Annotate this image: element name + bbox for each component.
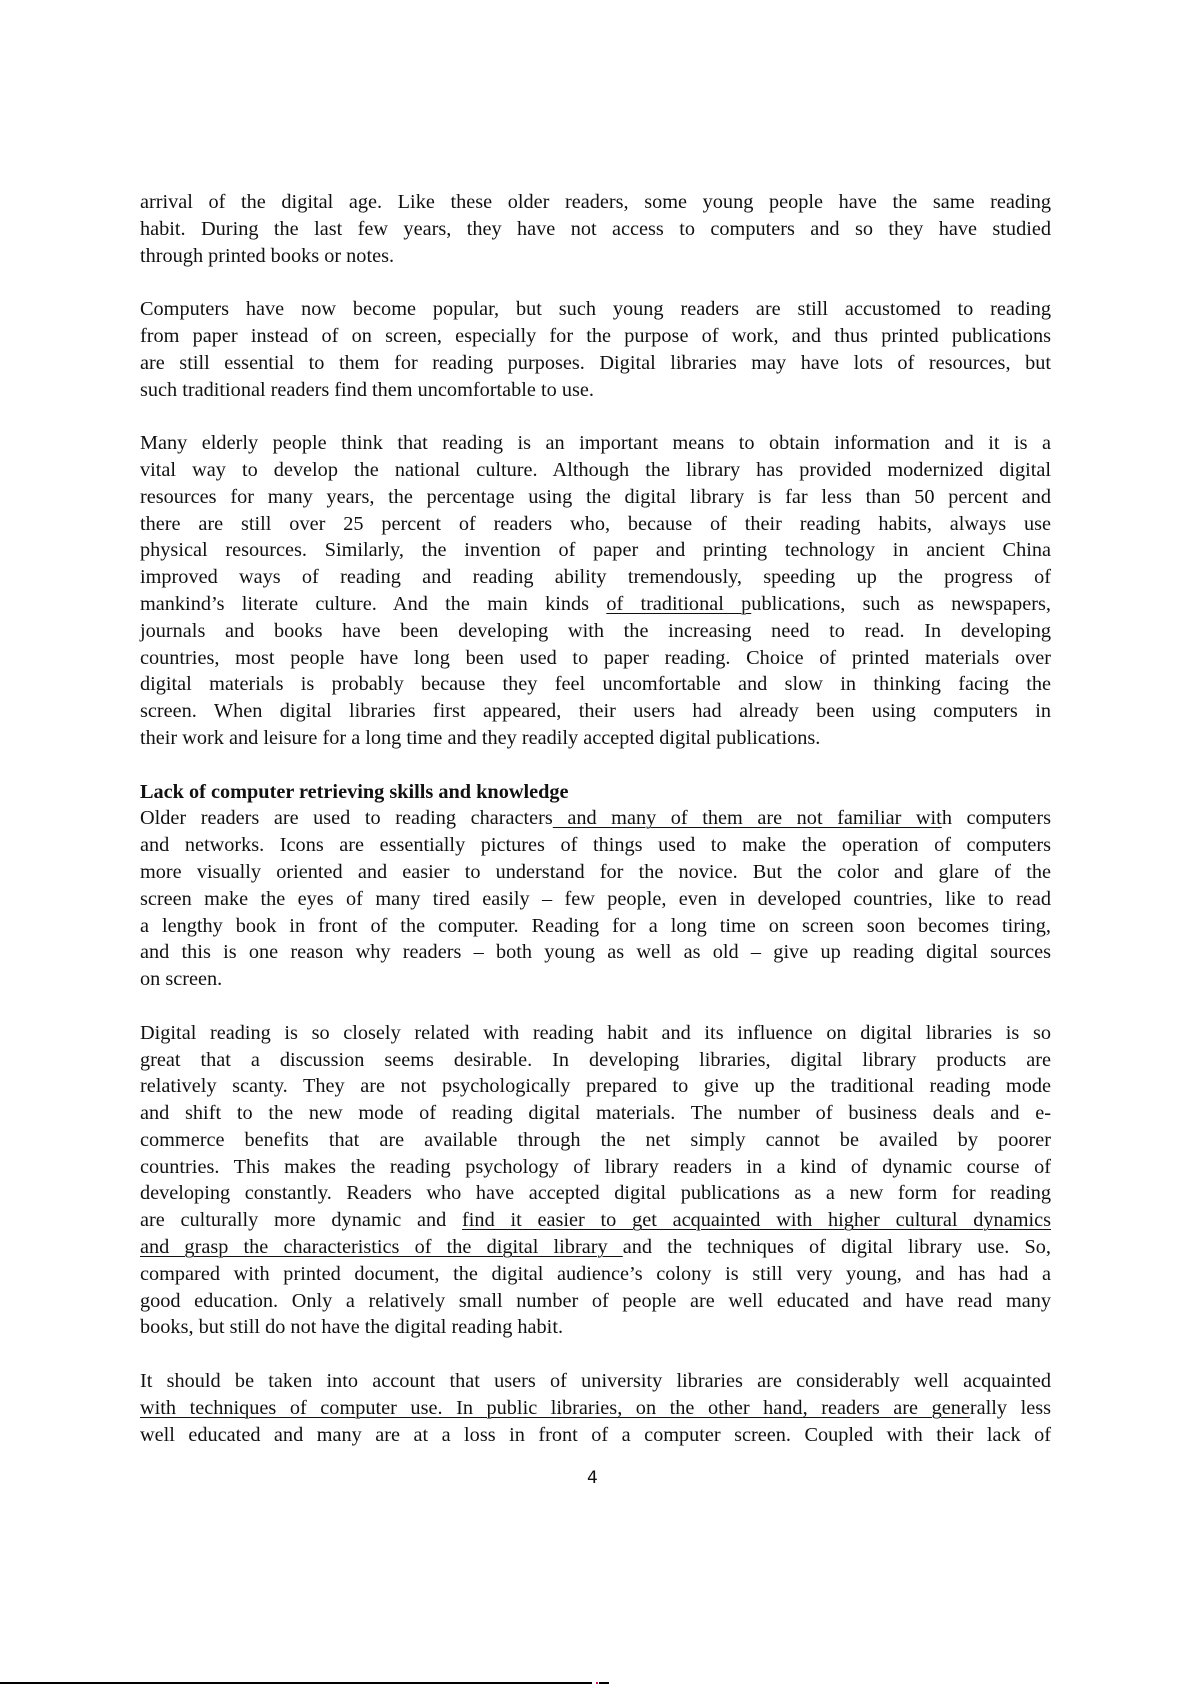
text-run: on screen. xyxy=(140,968,223,991)
underlined-text: find it easier to get acquainted with higher cultural dynamics xyxy=(462,1209,1051,1232)
text-line xyxy=(140,591,1051,618)
footer-rule-end xyxy=(599,1682,609,1684)
text-run: their work and leisure for a long time and they readily accepted digital publications. xyxy=(140,726,821,749)
text-line xyxy=(140,243,1051,270)
text-run: Digital reading is so closely related with reading habit and its influence on digital libraries is so xyxy=(140,1021,1051,1044)
paragraph-gap xyxy=(140,403,1051,430)
text-line xyxy=(140,1100,1051,1127)
paragraph-gap xyxy=(140,1341,1051,1368)
text-line xyxy=(140,537,1051,564)
text-run: from paper instead of on screen, especially for the purpose of work, and thus printed publications xyxy=(140,324,1051,347)
underlined-text: of traditional p xyxy=(606,592,752,615)
underlined-text: and grasp the characteristics of the digital library xyxy=(140,1236,623,1259)
text-run: commerce benefits that are available through the net simply cannot be availed by poorer xyxy=(140,1128,1051,1151)
text-run: such traditional readers find them uncomfortable to use. xyxy=(140,378,594,401)
text-run: compared with printed document, the digital audience’s colony is still very young, and has had a xyxy=(140,1262,1051,1285)
text-run: there are still over 25 percent of readers who, because of their reading habits, always use xyxy=(140,512,1051,535)
text-run: developing constantly. Readers who have accepted digital publications as a new form for reading xyxy=(140,1182,1051,1205)
paragraph-gap xyxy=(140,993,1051,1020)
text-line xyxy=(140,698,1051,725)
paragraph xyxy=(140,1368,1051,1448)
text-line xyxy=(140,1288,1051,1315)
text-line xyxy=(140,511,1051,538)
text-line xyxy=(140,1073,1051,1100)
text-run: screen make the eyes of many tired easily – few people, even in developed countries, like to read xyxy=(140,887,1051,910)
text-run: good education. Only a relatively small number of people are well educated and have read many xyxy=(140,1289,1051,1312)
text-run: and the techniques of digital library use. So, xyxy=(622,1236,1052,1259)
text-line xyxy=(140,323,1051,350)
text-run: improved ways of reading and reading ability tremendously, speeding up the progress of xyxy=(140,566,1051,589)
text-line xyxy=(140,296,1051,323)
text-line xyxy=(140,886,1051,913)
paragraph-gap xyxy=(140,269,1051,296)
text-run: arrival of the digital age. Like these older readers, some young people have the same reading xyxy=(140,191,1051,213)
text-line xyxy=(140,966,1051,993)
text-run: relatively scanty. They are not psychologically prepared to give up the traditional reading mode xyxy=(140,1075,1051,1098)
text-line xyxy=(140,725,1051,752)
text-run: and this is one reason why readers – both young as well as old – give up reading digital sources xyxy=(140,941,1051,964)
paragraph xyxy=(140,296,1051,403)
text-line xyxy=(140,216,1051,243)
text-run: vital way to develop the national culture. Although the library has provided modernized digital xyxy=(140,458,1051,481)
text-run: more visually oriented and easier to understand for the novice. But the color and glare of the xyxy=(140,860,1051,883)
paragraph xyxy=(140,189,1051,269)
text-line xyxy=(140,1127,1051,1154)
paragraph-gap xyxy=(140,752,1051,779)
text-run: digital materials is probably because they feel uncomfortable and slow in thinking facing the xyxy=(140,673,1051,696)
text-line xyxy=(140,859,1051,886)
text-line xyxy=(140,1180,1051,1207)
text-run: ublications, such as newspapers, xyxy=(751,592,1051,615)
text-line xyxy=(140,564,1051,591)
text-run: It should be taken into account that users of university libraries are considerably well acquainted xyxy=(140,1370,1051,1393)
text-run: well educated and many are at a loss in front of a computer screen. Coupled with their lack of xyxy=(140,1423,1051,1446)
text-run: are culturally more dynamic and xyxy=(140,1209,463,1232)
text-line xyxy=(140,1395,1051,1422)
text-line xyxy=(140,1207,1051,1234)
underlined-text: with techniques of computer use. In public libraries, on the other hand, readers are gene xyxy=(140,1396,970,1419)
text-line xyxy=(140,189,1051,216)
text-run: books, but still do not have the digital reading habit. xyxy=(140,1316,564,1339)
text-run: countries. This makes the reading psychology of library readers in a kind of dynamic course of xyxy=(140,1155,1051,1178)
text-run: and shift to the new mode of reading digital materials. The number of business deals and e- xyxy=(140,1102,1051,1125)
text-line xyxy=(140,832,1051,859)
text-line xyxy=(140,1234,1051,1261)
text-line xyxy=(140,1020,1051,1047)
text-run: rally less xyxy=(969,1396,1051,1419)
text-line xyxy=(140,1368,1051,1395)
text-line xyxy=(140,645,1051,672)
text-run: Computers have now become popular, but such young readers are still accustomed to reading xyxy=(140,298,1051,321)
underlined-text: and many of them are not familiar wit xyxy=(552,807,942,830)
text-line xyxy=(140,913,1051,940)
text-line xyxy=(140,1047,1051,1074)
text-line xyxy=(140,484,1051,511)
text-run: h computers xyxy=(941,807,1051,830)
text-line xyxy=(140,377,1051,404)
text-run: countries, most people have long been used to paper reading. Choice of printed materials over xyxy=(140,646,1051,669)
paragraph xyxy=(140,430,1051,752)
text-line xyxy=(140,805,1051,832)
document-body xyxy=(140,189,1051,1448)
text-run: great that a discussion seems desirable. In developing libraries, digital library products are xyxy=(140,1048,1051,1071)
section-heading: Lack of computer retrieving skills and knowledge xyxy=(140,780,569,803)
footer-mark xyxy=(596,1682,598,1684)
text-line xyxy=(140,1422,1051,1449)
text-line xyxy=(140,618,1051,645)
text-line xyxy=(140,1314,1051,1341)
text-run: and networks. Icons are essentially pictures of things used to make the operation of computers xyxy=(140,834,1051,857)
section-paragraph xyxy=(140,779,1051,993)
text-line xyxy=(140,939,1051,966)
paragraph xyxy=(140,1020,1051,1342)
page-number: 4 xyxy=(587,1468,598,1488)
text-run: mankind’s literate culture. And the main kinds xyxy=(140,592,607,615)
text-run: journals and books have been developing with the increasing need to read. In developing xyxy=(140,619,1051,642)
text-line xyxy=(140,1154,1051,1181)
text-run: screen. When digital libraries first appeared, their users had already been using computers in xyxy=(140,700,1051,723)
text-line xyxy=(140,457,1051,484)
text-line xyxy=(140,671,1051,698)
text-run: are still essential to them for reading purposes. Digital libraries may have lots of resources, but xyxy=(140,351,1051,374)
text-run: physical resources. Similarly, the invention of paper and printing technology in ancient China xyxy=(140,539,1051,562)
text-line xyxy=(140,430,1051,457)
text-run: through printed books or notes. xyxy=(140,244,395,267)
text-run: resources for many years, the percentage using the digital library is far less than 50 percent and xyxy=(140,485,1051,508)
text-line xyxy=(140,350,1051,377)
text-run: habit. During the last few years, they have not access to computers and so they have studied xyxy=(140,217,1051,240)
text-run: Many elderly people think that reading is an important means to obtain information and it is a xyxy=(140,432,1051,455)
text-run: a lengthy book in front of the computer. Reading for a long time on screen soon becomes tiring, xyxy=(140,914,1051,937)
text-line xyxy=(140,1261,1051,1288)
footer-rule xyxy=(0,1682,592,1684)
text-run: Older readers are used to reading characters xyxy=(140,807,553,830)
